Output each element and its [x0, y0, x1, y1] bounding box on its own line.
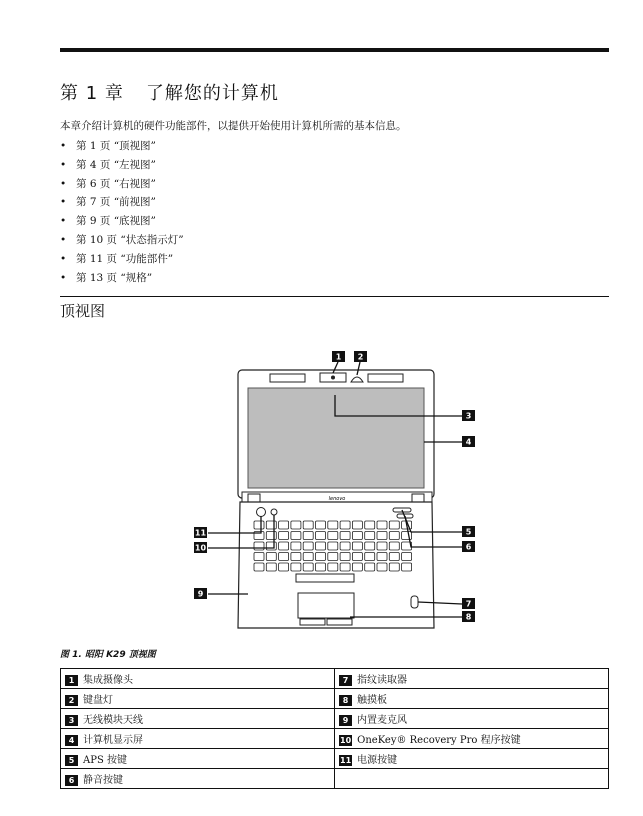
part-label: 静音按键	[83, 775, 123, 786]
toc-item[interactable]: • 第 4 页 “左视图”	[60, 158, 156, 171]
callout-number: 9	[197, 589, 204, 599]
key	[352, 521, 362, 529]
key	[279, 542, 289, 550]
key	[279, 553, 289, 561]
key	[316, 553, 326, 561]
key	[266, 521, 276, 529]
key	[389, 542, 399, 550]
callout-badge: 10	[340, 736, 352, 745]
table-cell	[335, 689, 609, 709]
part-label: OneKey® Recovery Pro 程序按键	[357, 735, 521, 746]
display-screen	[248, 388, 424, 488]
key	[266, 553, 276, 561]
key	[316, 532, 326, 540]
key	[303, 553, 313, 561]
callout-number: 5	[465, 527, 472, 537]
section-rule	[60, 296, 609, 297]
callout-number: 4	[465, 437, 472, 447]
touchpad	[298, 593, 354, 618]
key	[279, 563, 289, 571]
table-cell	[61, 709, 335, 729]
toc-item[interactable]: • 第 10 页 “状态指示灯”	[60, 233, 184, 246]
callout-badge: 8	[339, 695, 352, 706]
key	[340, 532, 350, 540]
table-cell	[61, 689, 335, 709]
key	[266, 542, 276, 550]
key	[402, 532, 412, 540]
callout-badge: 6	[65, 775, 78, 786]
table-row	[61, 709, 609, 729]
key	[377, 553, 387, 561]
part-label: 电源按键	[357, 755, 398, 766]
key	[291, 521, 301, 529]
callout-number: 11	[194, 528, 207, 538]
callout-badge: 5	[65, 755, 78, 766]
key	[377, 563, 387, 571]
part-label: 集成摄像头	[83, 675, 133, 686]
key	[291, 563, 301, 571]
key	[279, 532, 289, 540]
part-label: 内置麦克风	[357, 715, 407, 726]
callout-number: 7	[465, 599, 472, 609]
key	[328, 563, 338, 571]
key	[291, 532, 301, 540]
table-row	[61, 689, 609, 709]
key	[377, 521, 387, 529]
key	[402, 563, 412, 571]
table-cell	[335, 729, 609, 749]
laptop-top-view-figure	[190, 345, 490, 635]
key	[328, 553, 338, 561]
key	[365, 563, 375, 571]
table-cell	[335, 769, 609, 789]
key	[340, 542, 350, 550]
key	[377, 542, 387, 550]
table-row	[61, 669, 609, 689]
antenna-left	[270, 374, 305, 382]
part-label: 触摸板	[357, 695, 387, 706]
callout-badge: 1	[65, 675, 78, 686]
parts-table	[60, 668, 609, 789]
antenna-right	[368, 374, 403, 382]
key	[340, 553, 350, 561]
callout-number: 3	[465, 411, 472, 421]
key	[352, 553, 362, 561]
key	[328, 532, 338, 540]
toc-item[interactable]: • 第 1 页 “顶视图”	[60, 140, 156, 152]
key	[303, 563, 313, 571]
key	[352, 542, 362, 550]
key	[365, 553, 375, 561]
table-cell	[61, 729, 335, 749]
key	[254, 563, 264, 571]
callout-number: 6	[465, 542, 472, 552]
section-title: 顶视图	[60, 302, 106, 320]
intro-paragraph: 本章介绍计算机的硬件功能部件，以提供开始使用计算机所需的基本信息。	[60, 120, 407, 132]
key	[316, 563, 326, 571]
callout-number: 2	[357, 352, 364, 362]
key	[352, 532, 362, 540]
spacebar	[296, 574, 354, 582]
callout-badge: 11	[340, 756, 352, 765]
table-cell	[61, 769, 335, 789]
toc-item[interactable]: • 第 6 页 “右视图”	[60, 177, 156, 190]
table-cell	[335, 749, 609, 769]
key	[340, 521, 350, 529]
key	[266, 563, 276, 571]
callout-number: 1	[335, 352, 342, 362]
camera-lens	[331, 376, 335, 380]
toc-item[interactable]: • 第 7 页 “前视图”	[60, 196, 156, 209]
key	[254, 542, 264, 550]
key	[303, 521, 313, 529]
table-row	[61, 749, 609, 769]
part-label: 计算机显示屏	[83, 735, 143, 746]
key	[266, 532, 276, 540]
toc-item[interactable]: • 第 9 页 “底视图”	[60, 215, 156, 228]
toc-list	[60, 137, 184, 287]
part-label: APS 按键	[83, 755, 127, 766]
key	[340, 563, 350, 571]
top-rule	[60, 48, 609, 52]
callout-badge: 4	[65, 735, 78, 746]
part-label: 无线模块天线	[83, 715, 143, 726]
key	[365, 542, 375, 550]
callout-badge: 2	[65, 695, 78, 706]
key	[389, 563, 399, 571]
callout-badge: 7	[339, 675, 352, 686]
table-cell	[335, 709, 609, 729]
key	[377, 532, 387, 540]
table-row	[61, 729, 609, 749]
callout-badge: 3	[65, 715, 78, 726]
fingerprint-reader	[411, 596, 418, 608]
figure-caption: 图 1. 昭阳 K29 顶视图	[60, 650, 156, 660]
key	[365, 521, 375, 529]
power-button	[257, 508, 266, 517]
touchpad-left-button	[300, 619, 325, 625]
table-cell	[335, 669, 609, 689]
table-cell	[61, 749, 335, 769]
chapter-number: 第 1 章	[60, 83, 124, 104]
key	[316, 542, 326, 550]
key	[389, 521, 399, 529]
key	[291, 542, 301, 550]
onekey-button	[271, 509, 277, 515]
key	[254, 553, 264, 561]
brand-logo: lenovo	[328, 496, 346, 502]
toc-item[interactable]: • 第 11 页 “功能部件”	[60, 252, 174, 265]
callout-number: 10	[194, 543, 207, 553]
key	[254, 521, 264, 529]
callout-number: 8	[465, 612, 472, 622]
key	[365, 532, 375, 540]
key	[389, 532, 399, 540]
key	[328, 542, 338, 550]
table-row	[61, 769, 609, 789]
key	[279, 521, 289, 529]
key	[303, 532, 313, 540]
chapter-title: 了解您的计算机	[145, 83, 279, 104]
key	[402, 553, 412, 561]
part-label: 键盘灯	[83, 695, 113, 706]
touchpad-right-button	[327, 619, 352, 625]
key	[389, 553, 399, 561]
key	[316, 521, 326, 529]
chapter-heading	[60, 79, 279, 105]
callout-badge: 9	[339, 715, 352, 726]
key	[291, 553, 301, 561]
key	[352, 563, 362, 571]
toc-item[interactable]: • 第 13 页 “规格”	[60, 271, 153, 284]
key	[303, 542, 313, 550]
table-cell	[61, 669, 335, 689]
part-label: 指纹读取器	[357, 675, 407, 686]
key	[328, 521, 338, 529]
